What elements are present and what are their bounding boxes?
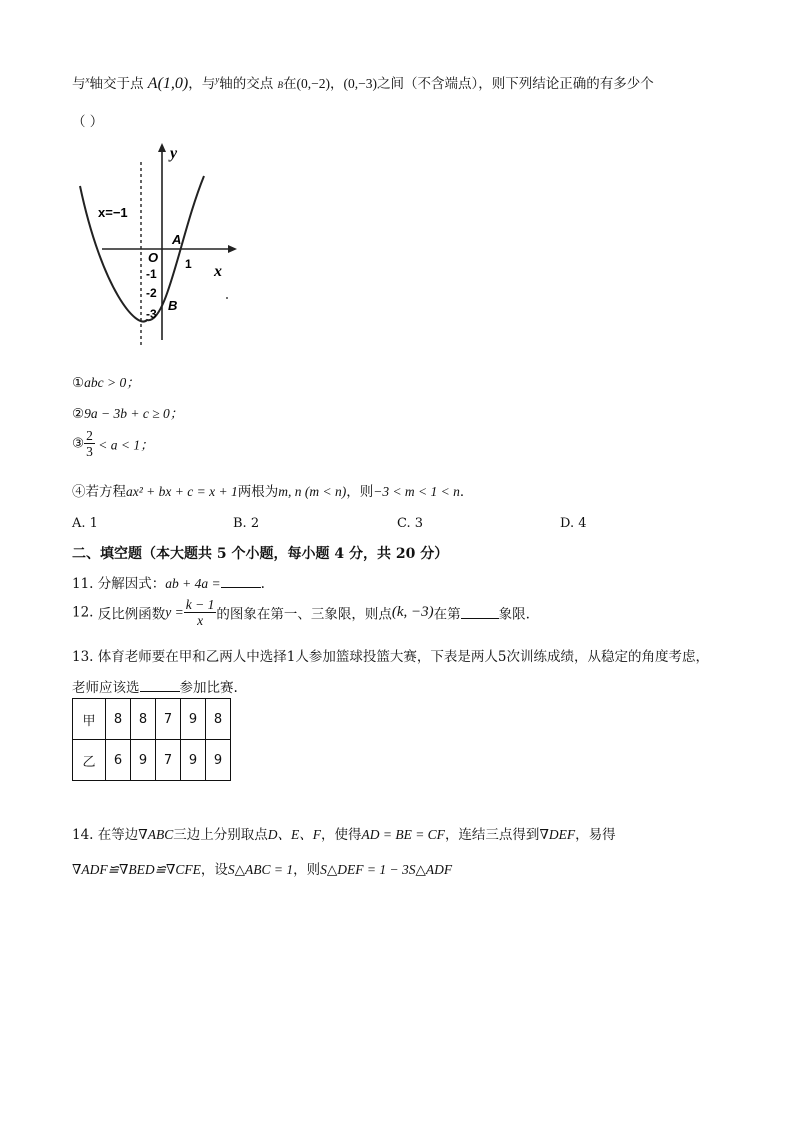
- point-a-coord: A(1,0): [147, 75, 189, 92]
- answer-blank: [221, 575, 261, 588]
- origin-label: O: [148, 250, 159, 265]
- question-end: .: [260, 576, 265, 592]
- question-text: 在等边: [97, 827, 139, 843]
- q10-stem-text-3: ，与: [188, 76, 216, 92]
- score-cell: 9: [206, 740, 231, 781]
- statement-1: [72, 371, 140, 391]
- point-coord: (k, −3): [391, 604, 434, 620]
- answer-parentheses: （ ）: [72, 114, 104, 130]
- q10-stem-text-1: 与: [72, 76, 86, 92]
- option-b: B. 2: [233, 516, 260, 531]
- question-text: 分解因式：: [97, 576, 166, 592]
- statement-4: [72, 480, 473, 500]
- question-text: 在第: [433, 606, 461, 623]
- question-text: 象限.: [498, 606, 530, 623]
- fraction-numerator: 2: [86, 428, 93, 443]
- option-a: A. 1: [72, 516, 98, 531]
- score-cell: 6: [106, 740, 131, 781]
- tick-1-label: 1: [185, 257, 192, 271]
- triangle-abc: ∇ABC: [138, 827, 174, 842]
- x-axis-arrow: [228, 245, 237, 253]
- question-14-line-2: [72, 858, 452, 878]
- fraction-two-thirds: [84, 428, 95, 459]
- axis-line-label: x=−1: [98, 205, 128, 220]
- statement-marker: ④: [72, 484, 86, 500]
- y-axis-label: y: [170, 145, 178, 162]
- question-text: ，易得: [575, 827, 616, 843]
- question-number: 14.: [72, 827, 94, 843]
- score-cell: 7: [156, 699, 181, 740]
- score-cell: 9: [181, 740, 206, 781]
- q10-stem-text-2: 轴交于点: [89, 76, 144, 92]
- question-text: 三边上分别取点: [173, 827, 268, 843]
- table-row: [73, 699, 231, 740]
- score-cell: 9: [181, 699, 206, 740]
- fraction-numerator: k − 1: [185, 597, 215, 612]
- statement-3: [72, 428, 154, 459]
- separator: ，: [330, 76, 344, 92]
- tick-minus3-label: -3: [146, 307, 157, 321]
- q10-stem-text-5: 在: [283, 76, 297, 92]
- statement-text: 9a − 3b + c ≥ 0；: [84, 406, 184, 421]
- area-abc: S△ABC = 1: [227, 862, 294, 877]
- answer-blank: [140, 679, 180, 692]
- statement-marker: ②: [72, 406, 85, 422]
- equation: ax² + bx + c = x + 1: [126, 484, 238, 499]
- statement-end: ．: [459, 484, 474, 500]
- score-cell: 8: [106, 699, 131, 740]
- x-var: x: [85, 74, 90, 85]
- inequality: −3 < m < 1 < n: [373, 484, 460, 499]
- fraction-k-minus-1-over-x: [184, 597, 217, 628]
- roots: m, n (m < n): [278, 484, 347, 499]
- statement-2: [72, 402, 183, 422]
- question-number: 11.: [72, 576, 94, 592]
- area-def: S△DEF = 1 − 3S△ADF: [320, 862, 453, 877]
- option-c: C. 3: [397, 516, 424, 531]
- score-cell: 8: [206, 699, 231, 740]
- tick-minus1-label: -1: [146, 267, 157, 281]
- points-def: D、E、F: [267, 827, 321, 842]
- triangle-def: ∇DEF: [539, 827, 576, 842]
- fraction-denominator: x: [197, 613, 204, 628]
- question-text: 的图象在第一、三象限，则点: [216, 606, 392, 623]
- tick-minus2-label: -2: [146, 286, 157, 300]
- statement-marker: ③: [72, 435, 85, 452]
- question-13: [72, 645, 709, 665]
- row-name: 乙: [73, 740, 106, 781]
- stray-mark: [226, 297, 228, 299]
- question-text: ，则: [293, 862, 321, 878]
- question-12: [72, 597, 530, 628]
- point-a-label: A: [172, 232, 182, 247]
- statement-text: abc > 0；: [84, 375, 140, 390]
- question-number: 13.: [72, 649, 94, 665]
- question-text: 参加比赛.: [179, 680, 238, 696]
- range-start: (0,−2): [296, 76, 331, 91]
- point-b-label: B: [277, 80, 284, 90]
- q10-stem-text-4: 轴的交点: [219, 76, 274, 92]
- function-lhs: y =: [165, 604, 184, 620]
- score-cell: 7: [156, 740, 181, 781]
- y-axis-arrow: [158, 143, 166, 152]
- x-axis-label: x: [214, 263, 222, 280]
- statement-text: < a < 1；: [94, 437, 154, 453]
- question-13-line-2: [72, 676, 238, 696]
- statement-text: ，则: [346, 484, 374, 500]
- y-var: y: [215, 74, 220, 85]
- statement-text: 若方程: [85, 484, 126, 500]
- question-text: 老师应该选: [72, 680, 140, 696]
- parabola-graph: [72, 140, 242, 352]
- table-row: [73, 740, 231, 781]
- question-text: ，连结三点得到: [444, 827, 540, 843]
- row-name: 甲: [73, 699, 106, 740]
- score-cell: 8: [131, 699, 156, 740]
- point-b-graph-label: B: [168, 298, 178, 313]
- question-text: 体育老师要在甲和乙两人中选择1人参加篮球投篮大赛，下表是两人5次训练成绩，从稳定的角度考虑，: [97, 649, 709, 665]
- scores-table: [72, 698, 231, 781]
- q10-stem-line: [72, 72, 654, 93]
- section-title: 二、填空题（本大题共 5 个小题，每小题 4 分，共 20 分）: [72, 546, 449, 562]
- score-cell: 9: [131, 740, 156, 781]
- question-text: ，设: [200, 862, 228, 878]
- answer-blank: [461, 606, 499, 619]
- question-text: ，使得: [320, 827, 362, 843]
- statement-marker: ①: [72, 375, 85, 391]
- range-end: (0,−3): [343, 76, 377, 91]
- question-14: [72, 823, 616, 843]
- statement-text: 两根为: [237, 484, 279, 500]
- question-text: 反比例函数: [97, 606, 166, 623]
- congruence: ∇ADF≌∇BED≌∇CFE: [72, 862, 201, 877]
- question-number: 12.: [72, 604, 94, 621]
- question-11: [72, 572, 265, 592]
- expression: ab + 4a =: [165, 576, 221, 591]
- q10-stem-text-6: 之间（不含端点），则下列结论正确的有多少个: [377, 76, 654, 92]
- fraction-denominator: 3: [86, 444, 93, 459]
- option-d: D. 4: [560, 516, 587, 531]
- equal-segments: AD = BE = CF: [361, 827, 445, 842]
